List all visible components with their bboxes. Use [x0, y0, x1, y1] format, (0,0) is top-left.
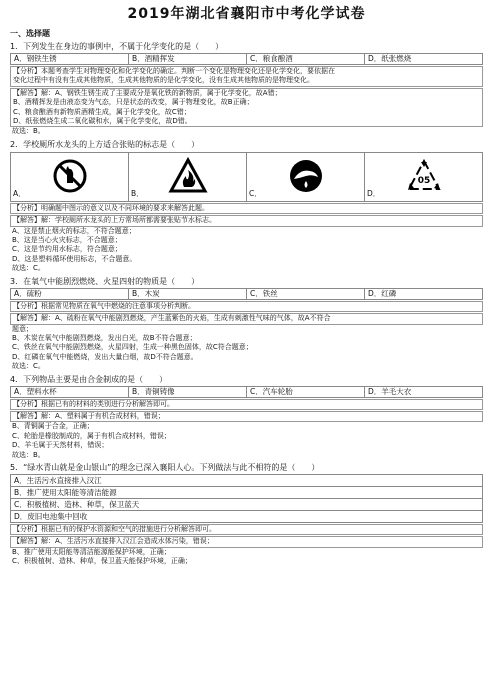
q2-answer-line: A、这是禁止烟火的标志，不符合题意；: [12, 226, 136, 235]
q2-analysis-box: [10, 203, 483, 214]
q4-analysis-box: [10, 399, 483, 410]
question-3-options: [10, 288, 483, 300]
q1-analysis-line: 变化过程中有没有生成其他物质，生成其他物质的是化学变化，没有生成其他物质的是物理变化。: [13, 76, 314, 85]
q4-option-c: C．汽车轮胎: [247, 387, 365, 397]
q5-analysis-line: 【分析】根据已有的保护水资源和空气的措施进行分析解答即可。: [13, 524, 216, 533]
question-4-stem: 4．下列物品主要是由合金制成的是（ ）: [10, 374, 168, 384]
question-3-stem: 3．在氧气中能剧烈燃烧、火星四射的物质是（ ）: [10, 276, 200, 286]
question-1-options: [10, 53, 483, 65]
q5-answer-line: 【解答】解：A、生活污水直接排入汉江会造成水体污染，错误；: [13, 537, 214, 546]
q4-option-d: D．羊毛大衣: [368, 386, 412, 396]
q2-final-answer: 故选：C。: [12, 264, 45, 273]
page-title: 2019年湖北省襄阳市中考化学试卷: [127, 6, 366, 22]
q1-option-b: B．酒精挥发: [129, 54, 247, 64]
q2-analysis-line: 【分析】明确题中图示的意义以及不同环境的要求来解答此题。: [13, 203, 209, 212]
question-4-options: [10, 386, 483, 398]
q2-answer-line: C、这是节约用水标志，符合题意；: [12, 245, 122, 254]
question-5-options: [10, 474, 483, 523]
q1-answer-line: C、粮食酿酒有新物质酒精生成，属于化学变化，故C错；: [13, 107, 191, 116]
q2-option-d: 05 D．: [365, 153, 482, 201]
q3-answer-line: D、红磷在氧气中能燃烧，发出大量白烟，故D不符合题意。: [12, 352, 198, 361]
q5-analysis-box: [10, 524, 483, 535]
q2-answer-box: [10, 215, 483, 226]
q4-option-a: A．塑料水杯: [11, 387, 129, 397]
q3-final-answer: 故选：C。: [12, 362, 45, 371]
flammable-warning-icon: [168, 157, 208, 195]
q4-answer-line: C、轮胎是橡胶制成的，属于有机合成材料，错误；: [12, 431, 171, 440]
q1-option-c: C．粮食酿酒: [247, 54, 365, 64]
q3-answer-line: C、铁丝在氧气中能剧烈燃烧，火星四射，生成一种黑色固体，故C符合题意；: [12, 343, 253, 352]
water-saving-icon: [286, 157, 326, 195]
q2-answer-line: D、这是塑料循环使用标志，不合题意。: [12, 254, 137, 263]
q1-answer-box: [10, 88, 483, 128]
q5-answer-line: B、推广使用太阳能等清洁能源能保护环境，正确；: [12, 547, 171, 556]
q5-option-b: B．推广使用太阳能等清洁能源: [11, 487, 482, 499]
q3-option-a: A．硫粉: [11, 289, 129, 299]
q3-answer-box: [10, 313, 483, 324]
q1-option-a: A．钢铁生锈: [11, 54, 129, 64]
q4-answer-line: 【解答】解：A、塑料属于有机合成材料，错误；: [13, 411, 165, 420]
q4-option-b: B．青铜铸像: [129, 387, 247, 397]
q1-analysis-line: 【分析】本题考查学生对物理变化和化学变化的确定。判断一个变化是物理变化还是化学变化，要依据在: [13, 67, 335, 75]
section-heading: 一、选择题: [10, 29, 50, 38]
q1-answer-line: B、酒精挥发是由液态变为气态，只是状态的改变，属于物理变化，故B正确；: [13, 98, 254, 107]
q3-answer-line: B、木炭在氧气中能剧烈燃烧，发出白光，故B不符合题意；: [12, 333, 197, 342]
q2-answer-line: 【解答】解：学校厕所水龙头的上方常场所都需要张贴节水标志。: [13, 216, 216, 225]
q5-answer-line: C、积极植树、造林、种草，保卫蓝天能保护环境，正确；: [12, 557, 192, 566]
q3-answer-line: 【解答】解：A、硫粉在氧气中能剧烈燃烧，产生蓝紫色的火焰，生成有刺激性气味的气体，故A不符合: [13, 314, 331, 323]
q4-answer-line: B、青铜属于合金，正确；: [12, 422, 94, 431]
q4-answer-box: [10, 411, 483, 422]
q2-option-a: A．: [11, 153, 129, 201]
q4-analysis-line: 【分析】根据已有的材料的类别进行分析解答即可。: [13, 399, 174, 408]
recycle-05-icon: [404, 157, 444, 195]
q3-option-c: C．铁丝: [247, 289, 365, 299]
q3-analysis-box: [10, 301, 483, 312]
q4-answer-line: D、羊毛属于天然材料，错误；: [12, 441, 109, 450]
q5-option-d: D．废旧电池集中回收: [14, 511, 88, 521]
q3-analysis-line: 【分析】根据常见物质在氧气中燃烧的注意事项分析判断。: [13, 301, 195, 310]
q1-analysis-box: [10, 66, 483, 87]
q3-answer-line: 题意；: [12, 324, 33, 333]
question-2-stem: 2．学校厕所水龙头的上方适合张贴的标志是（ ）: [10, 139, 200, 149]
question-2-image-options: [10, 152, 483, 202]
q3-option-b: B．木炭: [129, 289, 247, 299]
q5-option-a: A．生活污水直接排入汉江: [11, 475, 482, 487]
question-5-stem: 5．“绿水青山就是金山银山”的理念已深入襄阳人心。下列做法与此不相符的是（ ）: [10, 462, 320, 472]
no-fire-icon: [50, 157, 90, 195]
q1-answer-line: D、纸张燃烧生成二氧化碳和水，属于化学变化，故D错。: [13, 117, 192, 126]
q3-option-d: D．红磷: [368, 288, 397, 298]
svg-text:05: 05: [417, 175, 430, 186]
q5-answer-box: [10, 536, 483, 547]
q2-option-b: B．: [129, 153, 247, 201]
q2-option-c: C．: [247, 153, 365, 201]
q2-answer-line: B、这是当心火灾标志，不合题意；: [12, 236, 122, 245]
q4-final-answer: 故选：B。: [12, 450, 45, 459]
question-1-stem: 1．下列发生在身边的事例中，不属于化学变化的是（ ）: [10, 42, 224, 51]
q5-option-c: C．积极植树、造林、种草，保卫蓝天: [11, 499, 482, 511]
q1-final-answer: 故选：B。: [12, 127, 45, 136]
q1-answer-line: 【解答】解：A、钢铁生锈生成了主要成分是氧化铁的新物质，属于化学变化，故A错；: [13, 88, 282, 97]
q1-option-d: D．纸张燃烧: [368, 54, 412, 63]
